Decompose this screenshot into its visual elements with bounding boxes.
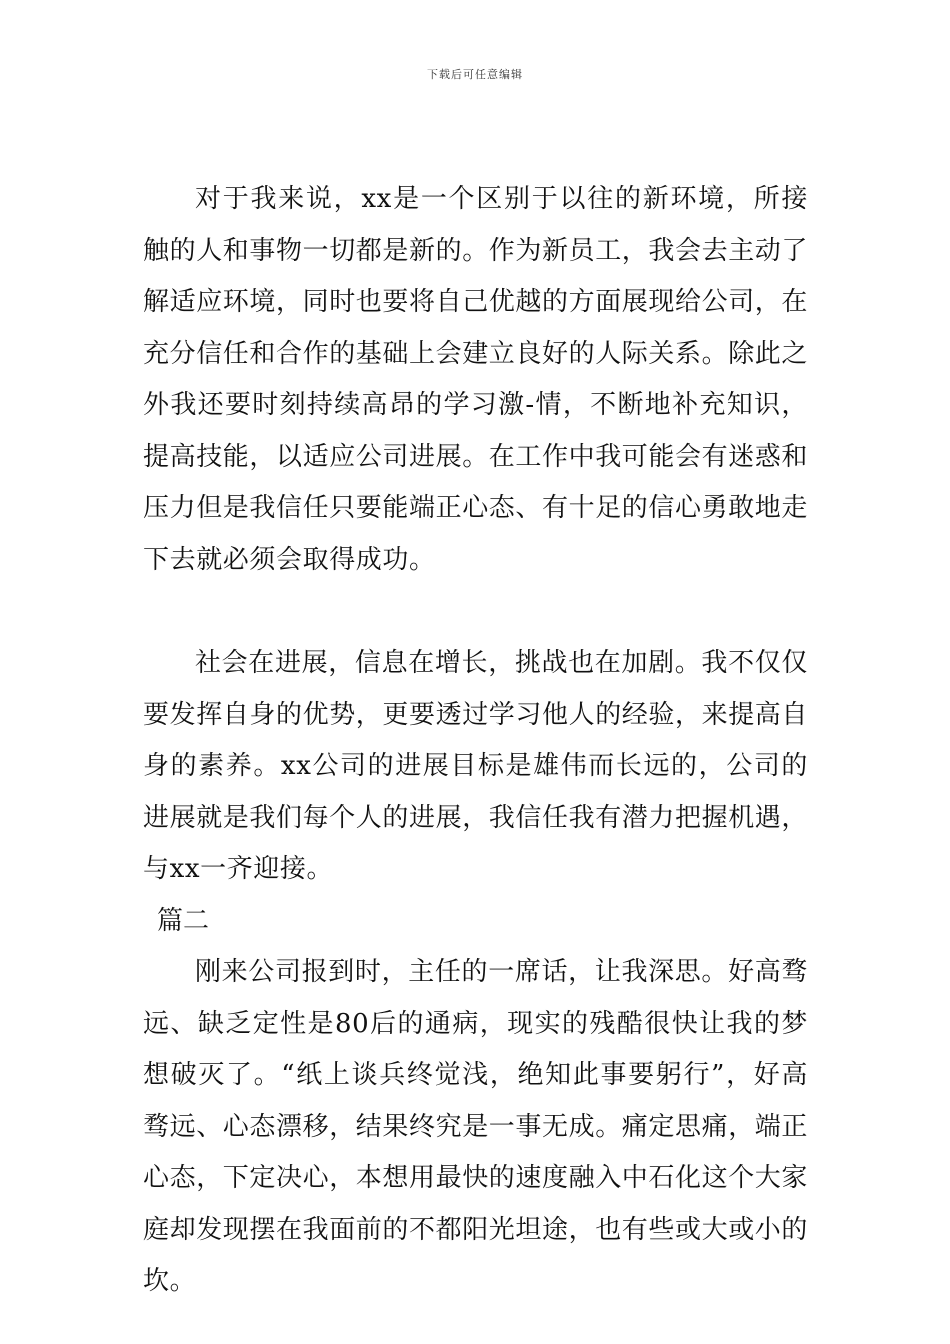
document-body	[143, 174, 808, 1308]
section-heading: 篇二	[157, 905, 210, 936]
paragraph-spacer	[143, 586, 808, 638]
paragraph-2: 社会在进展，信息在增长，挑战也在加剧。我不仅仅要发挥自身的优势，更要透过学习他人的经验，来提高自身的素养。xx公司的进展目标是雄伟而长远的，公司的进展就是我们每个人的进展，我信任我有潜力把握机遇，与xx一齐迎接。	[143, 648, 809, 884]
paragraph-3: 刚来公司报到时，主任的一席话，让我深思。好高骛远、缺乏定性是80后的通病，现实的残酷很快让我的梦想破灭了。“纸上谈兵终觉浅，绝知此事要躬行”，好高骛远、心态漂移，结果终究是一事无成。痛定思痛，端正心态，下定决心，本想用最快的速度融入中石化这个大家庭却发现摆在我面前的不都阳光坦途，也有些或大或小的坎。	[143, 957, 809, 1296]
paragraph-1: 对于我来说，xx是一个区别于以往的新环境，所接触的人和事物一切都是新的。作为新员工，我会去主动了解适应环境，同时也要将自己优越的方面展现给公司，在充分信任和合作的基础上会建立良好的人际关系。除此之外我还要时刻持续高昂的学习激-情，不断地补充知识，提高技能，以适应公司进展。在工作中我可能会有迷惑和压力但是我信任只要能端正心态、有十足的信心勇敢地走下去就必须会取得成功。	[143, 184, 809, 575]
header-note: 下载后可任意编辑	[427, 68, 523, 81]
